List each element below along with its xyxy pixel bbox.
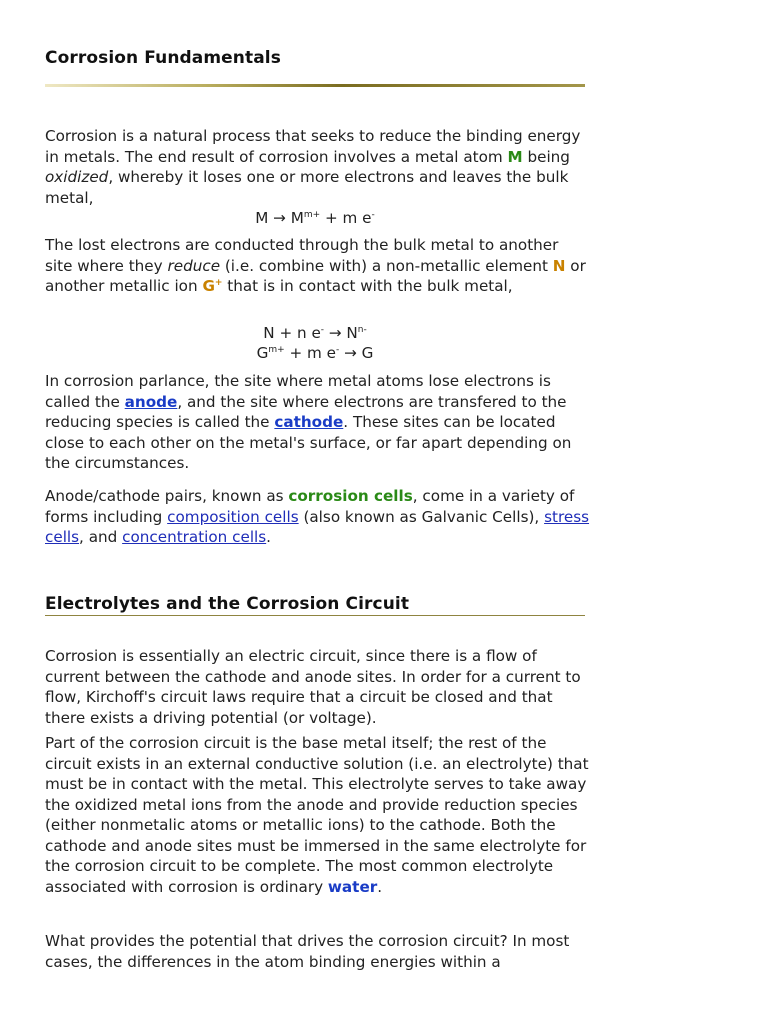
section-title-corrosion-fundamentals: Corrosion Fundamentals (45, 48, 281, 68)
paragraph-electrolyte: Part of the corrosion circuit is the base metal itself; the rest of the circuit exists in an external conductive solution (i.e. an electrolyte) that must be in contact with the metal. This electrolyte serves to take away the oxidized metal ions from the anode and provide reduction species (either nonmetalic atoms or metallic ions) to the cathode. Both the cathode and anode sites must be immersed in the same electrolyte for the corrosion circuit to be complete. The most common electrolyte associated with corrosion is ordinary water. (45, 734, 589, 896)
ion-symbol-g: G+ (202, 277, 223, 295)
paragraph-reduction: The lost electrons are conducted through the bulk metal to another site where they reduce (i.e. combine with) a non-metallic element N or another metallic ion G+ that is in contact with the bulk metal, (45, 236, 586, 295)
paragraph-anode-cathode: In corrosion parlance, the site where metal atoms lose electrons is called the anode, and the site where electrons are transfered to the reducing species is called the cathode. These sites can be located close to each other on the metal's surface, or far apart depending on the circumstances. (45, 372, 572, 472)
metal-symbol-m: M (507, 147, 523, 166)
stress-cells-link[interactable]: stress cells (45, 507, 590, 546)
equation-reduction-g: $G^{m+} + m$ e- → G (256, 344, 374, 362)
anode-link[interactable]: anode (124, 392, 178, 411)
text: being (522, 147, 570, 166)
concentration-cells-link[interactable]: concentration cells (122, 528, 267, 546)
term-corrosion-cells: corrosion cells (288, 487, 413, 505)
term-oxidized: oxidized (45, 168, 109, 186)
section-title-electrolytes: Electrolytes and the Corrosion Circuit (45, 594, 410, 614)
term-water: water (327, 877, 378, 896)
paragraph-corrosion-cells: Anode/cathode pairs, known as corrosion cells, come in a variety of forms including composition cells (also known as Galvanic Cells), stress cells, and concentration cells. (45, 487, 590, 546)
element-symbol-n: N (552, 256, 566, 275)
paragraph-electric-circuit: Corrosion is essentially an electric circuit, since there is a flow of current between the cathode and anode sites. In order for a current to flow, Kirchoff's circuit laws require that a circuit be closed and that there exists a driving potential (or voltage). (45, 647, 581, 727)
text: Corrosion is a natural process that seeks to reduce the binding energy in metals. The end result of corrosion involves a metal atom (45, 127, 581, 166)
section-divider (45, 615, 585, 616)
composition-cells-link[interactable]: composition cells (167, 507, 299, 526)
text: , whereby it loses one or more electrons and leaves the bulk metal, (45, 168, 569, 207)
cathode-link[interactable]: cathode (274, 413, 344, 431)
paragraph-potential: What provides the potential that drives the corrosion circuit? In most cases, the differences in the atom binding energies within a (45, 932, 570, 971)
term-reduce: reduce (167, 256, 221, 275)
equation-reduction-n: N + n $e^- \to N^{n-}$ (263, 324, 367, 342)
paragraph-intro (45, 126, 590, 208)
equation-oxidation: $M \to M^{m+} + m$ e- (255, 209, 375, 227)
section-divider (45, 84, 585, 87)
